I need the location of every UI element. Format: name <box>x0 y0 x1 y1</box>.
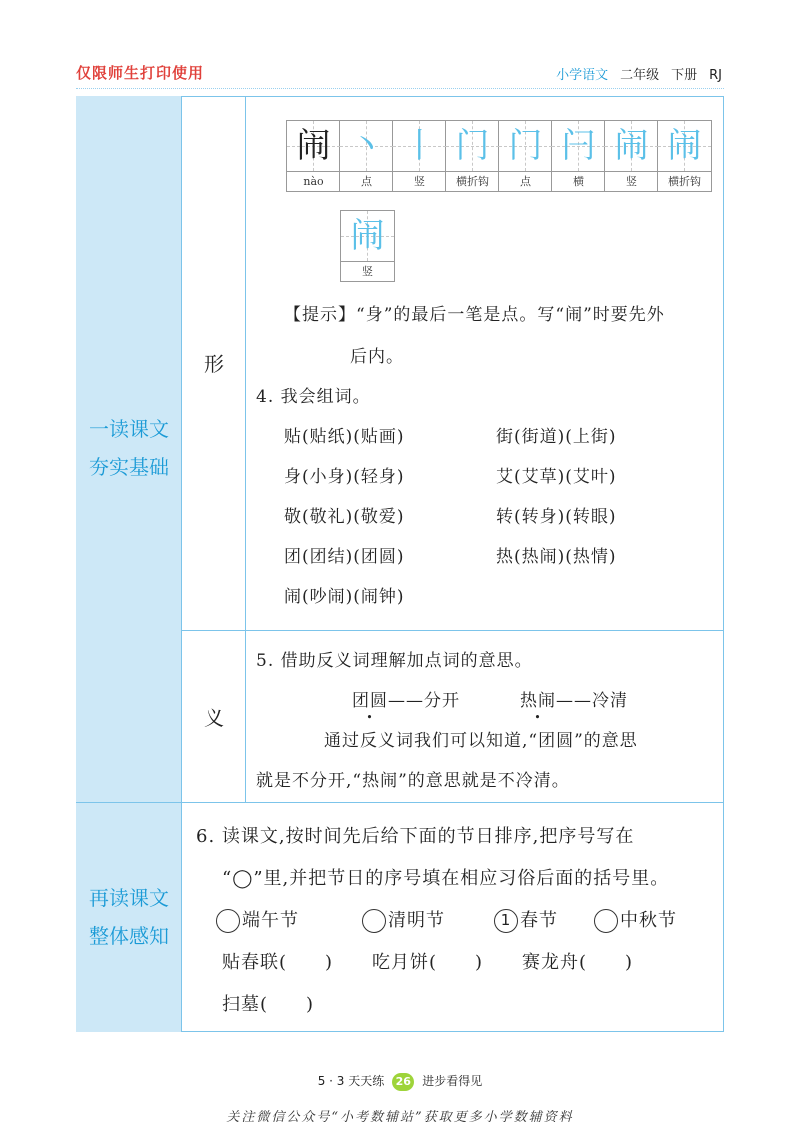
slogan: 进步看得见 <box>422 1074 483 1088</box>
festival-name: 端午节 <box>242 910 299 931</box>
stroke-glyph: 门 <box>455 126 490 166</box>
stroke-cell <box>341 211 394 281</box>
stroke-caption: nào <box>287 171 340 191</box>
stroke-glyph: 丨 <box>402 126 437 166</box>
row-divider <box>182 630 724 631</box>
word-group: 热(热闹)(热情) <box>496 547 617 567</box>
stroke-caption: 竖 <box>393 171 446 191</box>
section-basic-line2: 夯实基础 <box>89 455 169 479</box>
order-circle[interactable] <box>362 909 386 933</box>
festival-item <box>216 906 299 933</box>
stroke-order-grid <box>286 120 712 192</box>
stroke-caption: 竖 <box>341 261 394 281</box>
stroke-cell <box>340 121 393 191</box>
stroke-glyph: 闹 <box>350 216 385 256</box>
stroke-caption: 点 <box>499 171 552 191</box>
stroke-caption: 横折钩 <box>658 171 711 191</box>
stroke-glyph: 闹 <box>614 126 649 166</box>
stroke-caption: 横 <box>552 171 605 191</box>
stroke-cell <box>499 121 552 191</box>
q4-title: 4. 我会组词。 <box>256 387 371 407</box>
q5-para-line1: 通过反义词我们可以知道,“团圆”的意思 <box>324 731 638 751</box>
page-number: 26 <box>392 1073 414 1091</box>
q5-title: 5. 借助反义词理解加点词的意思。 <box>256 651 533 671</box>
stroke-cell <box>605 121 658 191</box>
word-group: 闹(吵闹)(闹钟) <box>284 587 405 607</box>
stroke-glyph: 闹 <box>296 126 331 166</box>
festival-item <box>594 906 677 933</box>
order-circle[interactable] <box>594 909 618 933</box>
q5-para-line2: 就是不分开,“热闹”的意思就是不冷清。 <box>256 771 570 791</box>
subject: 小学语文 <box>556 68 609 83</box>
word-group: 身(小身)(轻身) <box>284 467 405 487</box>
section-divider <box>76 802 724 803</box>
stroke-glyph: 门 <box>508 126 543 166</box>
emphasized-word: 团圆 <box>352 691 388 711</box>
header-divider <box>76 88 724 89</box>
section-overall-line2: 整体感知 <box>89 924 169 948</box>
festival-item <box>362 906 445 933</box>
emphasized-word: 热闹 <box>520 691 556 711</box>
antonym-pair-2 <box>520 686 628 711</box>
word-group: 艾(艾草)(艾叶) <box>496 467 617 487</box>
hint-line1: 【提示】“身”的最后一笔是点。写“闹”时要先外 <box>284 305 665 325</box>
edition: RJ <box>709 68 722 83</box>
term: 下册 <box>671 68 698 83</box>
grade: 二年级 <box>620 68 660 83</box>
festival-name: 春节 <box>520 910 558 931</box>
section-overall-line1: 再读课文 <box>89 886 169 910</box>
stroke-cell <box>658 121 711 191</box>
meaning-label: 义 <box>204 706 224 730</box>
festival-name: 清明节 <box>388 910 445 931</box>
q6-line1: 6. 读课文,按时间先后给下面的节日排序,把序号写在 <box>196 826 635 847</box>
stroke-order-extra <box>340 210 395 282</box>
hint-line2: 后内。 <box>350 347 404 367</box>
stroke-caption: 竖 <box>605 171 658 191</box>
book-info <box>556 64 722 83</box>
stroke-glyph: 闹 <box>667 126 702 166</box>
meaning-column <box>182 630 246 802</box>
page-footer <box>0 1072 800 1091</box>
section-basic-label <box>76 96 182 802</box>
word-group: 贴(贴纸)(贴画) <box>284 427 405 447</box>
print-notice: 仅限师生打印使用 <box>76 64 205 82</box>
stroke-glyph: 丶 <box>349 126 384 166</box>
antonym: ——分开 <box>388 691 460 711</box>
stroke-cell <box>552 121 605 191</box>
stroke-glyph: 闩 <box>561 126 596 166</box>
festival-item <box>494 906 558 933</box>
q6-line2: “◯”里,并把节日的序号填在相应习俗后面的括号里。 <box>222 868 670 889</box>
stroke-caption: 点 <box>340 171 393 191</box>
custom-item[interactable]: 吃月饼( ) <box>372 952 484 973</box>
antonym-pair-1 <box>352 686 460 711</box>
form-label: 形 <box>204 352 224 376</box>
word-group: 转(转身)(转眼) <box>496 507 617 527</box>
stroke-cell <box>393 121 446 191</box>
word-group: 团(团结)(团圆) <box>284 547 405 567</box>
stroke-cell <box>446 121 499 191</box>
bottom-note: 关注微信公众号“小考数辅站”获取更多小学数辅资料 <box>226 1110 574 1125</box>
word-group: 敬(敬礼)(敬爱) <box>284 507 405 527</box>
custom-item[interactable]: 贴春联( ) <box>222 952 334 973</box>
antonym: ——冷清 <box>556 691 628 711</box>
form-column <box>182 96 246 630</box>
order-circle[interactable]: 1 <box>494 909 518 933</box>
custom-item[interactable]: 扫墓( ) <box>222 994 315 1015</box>
series-name: 5 · 3 天天练 <box>317 1074 385 1088</box>
word-group: 街(街道)(上街) <box>496 427 617 447</box>
stroke-caption: 横折钩 <box>446 171 499 191</box>
festival-name: 中秋节 <box>620 910 677 931</box>
order-circle[interactable] <box>216 909 240 933</box>
section-basic-line1: 一读课文 <box>89 417 169 441</box>
custom-item[interactable]: 赛龙舟( ) <box>522 952 634 973</box>
section-overall-label <box>76 802 182 1032</box>
stroke-cell <box>287 121 340 191</box>
